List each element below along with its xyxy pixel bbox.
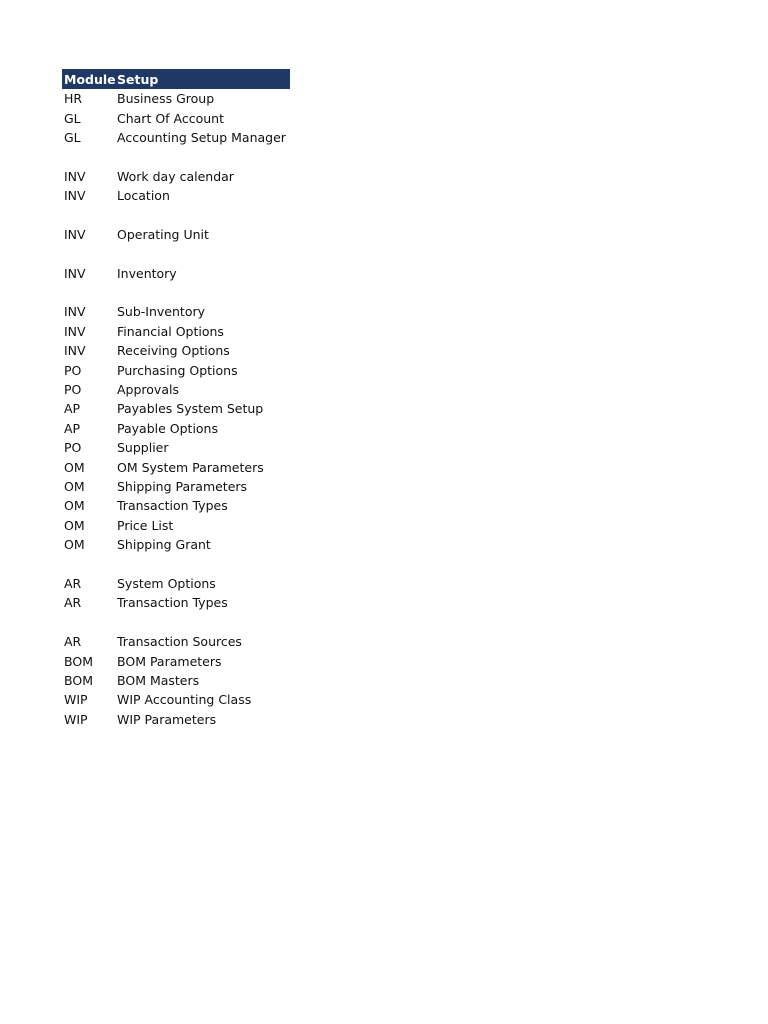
module-cell: GL bbox=[64, 129, 81, 145]
table-row bbox=[62, 128, 290, 147]
table-row bbox=[62, 554, 290, 573]
setup-cell: Transaction Types bbox=[117, 498, 228, 514]
table-row bbox=[62, 477, 290, 496]
setup-cell: Financial Options bbox=[117, 323, 224, 339]
setup-cell: Inventory bbox=[117, 265, 177, 281]
table-row bbox=[62, 380, 290, 399]
table-row bbox=[62, 399, 290, 418]
table-header-row bbox=[62, 69, 290, 89]
table-row bbox=[62, 244, 290, 263]
setup-cell: Price List bbox=[117, 517, 174, 533]
module-cell: GL bbox=[64, 110, 81, 126]
module-cell: WIP bbox=[64, 711, 88, 727]
module-cell: INV bbox=[64, 226, 86, 242]
setup-cell: Approvals bbox=[117, 382, 179, 398]
table-row bbox=[62, 574, 290, 593]
setup-cell: BOM Parameters bbox=[117, 653, 222, 669]
setup-cell: System Options bbox=[117, 575, 216, 591]
setup-table bbox=[62, 69, 290, 729]
module-cell: PO bbox=[64, 440, 82, 456]
module-cell: INV bbox=[64, 188, 86, 204]
table-row bbox=[62, 496, 290, 515]
setup-cell: Sub-Inventory bbox=[117, 304, 206, 320]
table-row bbox=[62, 457, 290, 476]
module-cell: WIP bbox=[64, 692, 88, 708]
table-row bbox=[62, 89, 290, 108]
module-cell: PO bbox=[64, 362, 82, 378]
table-row bbox=[62, 186, 290, 205]
table-row bbox=[62, 283, 290, 302]
table-row bbox=[62, 593, 290, 612]
module-cell: AP bbox=[64, 420, 81, 436]
setup-cell: Business Group bbox=[117, 91, 215, 107]
table-row bbox=[62, 322, 290, 341]
module-cell: INV bbox=[64, 168, 86, 184]
setup-cell: Operating Unit bbox=[117, 226, 209, 242]
setup-cell: OM System Parameters bbox=[117, 459, 264, 475]
table-row bbox=[62, 613, 290, 632]
module-cell: OM bbox=[64, 498, 85, 514]
setup-cell: WIP Accounting Class bbox=[117, 692, 252, 708]
table-row bbox=[62, 690, 290, 709]
module-cell: AR bbox=[64, 634, 82, 650]
setup-cell: Purchasing Options bbox=[117, 362, 238, 378]
table-row bbox=[62, 264, 290, 283]
setup-cell: Payable Options bbox=[117, 420, 218, 436]
table-row bbox=[62, 671, 290, 690]
module-cell: HR bbox=[64, 91, 83, 107]
module-cell: OM bbox=[64, 479, 85, 494]
module-cell: BOM bbox=[64, 672, 93, 688]
table-row bbox=[62, 651, 290, 670]
setup-cell: Supplier bbox=[117, 440, 169, 456]
table-row bbox=[62, 535, 290, 554]
setup-cell: Transaction Types bbox=[117, 595, 228, 611]
table-row bbox=[62, 710, 290, 729]
table-row bbox=[62, 108, 290, 127]
module-cell: AP bbox=[64, 401, 81, 417]
module-cell: AR bbox=[64, 595, 82, 611]
module-cell: INV bbox=[64, 265, 86, 281]
table-body bbox=[62, 89, 290, 729]
setup-cell: Payables System Setup bbox=[117, 401, 264, 417]
table-row bbox=[62, 360, 290, 379]
module-cell: INV bbox=[64, 343, 86, 359]
setup-cell: WIP Parameters bbox=[117, 711, 217, 727]
module-cell: OM bbox=[64, 517, 85, 533]
table-row bbox=[62, 205, 290, 224]
table-row bbox=[62, 632, 290, 651]
setup-cell: Accounting Setup Manager bbox=[117, 129, 286, 145]
module-cell: INV bbox=[64, 304, 86, 320]
setup-cell: Work day calendar bbox=[117, 168, 234, 184]
setup-cell: Shipping Parameters bbox=[117, 479, 248, 494]
setup-cell: Transaction Sources bbox=[117, 634, 242, 650]
setup-cell: Shipping Grant bbox=[117, 537, 211, 553]
table-row bbox=[62, 147, 290, 166]
module-cell: BOM bbox=[64, 653, 93, 669]
setup-cell: Location bbox=[117, 188, 170, 204]
module-cell: INV bbox=[64, 323, 86, 339]
table-row bbox=[62, 167, 290, 186]
column-header-module: Module bbox=[64, 71, 116, 87]
setup-cell: BOM Masters bbox=[117, 672, 200, 688]
setup-cell: Receiving Options bbox=[117, 343, 230, 359]
module-cell: PO bbox=[64, 382, 82, 398]
module-cell: AR bbox=[64, 575, 82, 591]
module-cell: OM bbox=[64, 459, 85, 475]
table-row bbox=[62, 302, 290, 321]
column-header-setup: Setup bbox=[117, 71, 159, 87]
module-cell: OM bbox=[64, 537, 85, 553]
table-row bbox=[62, 225, 290, 244]
setup-cell: Chart Of Account bbox=[117, 110, 225, 126]
table-row bbox=[62, 438, 290, 457]
table-row bbox=[62, 419, 290, 438]
table-row bbox=[62, 341, 290, 360]
table-row bbox=[62, 516, 290, 535]
